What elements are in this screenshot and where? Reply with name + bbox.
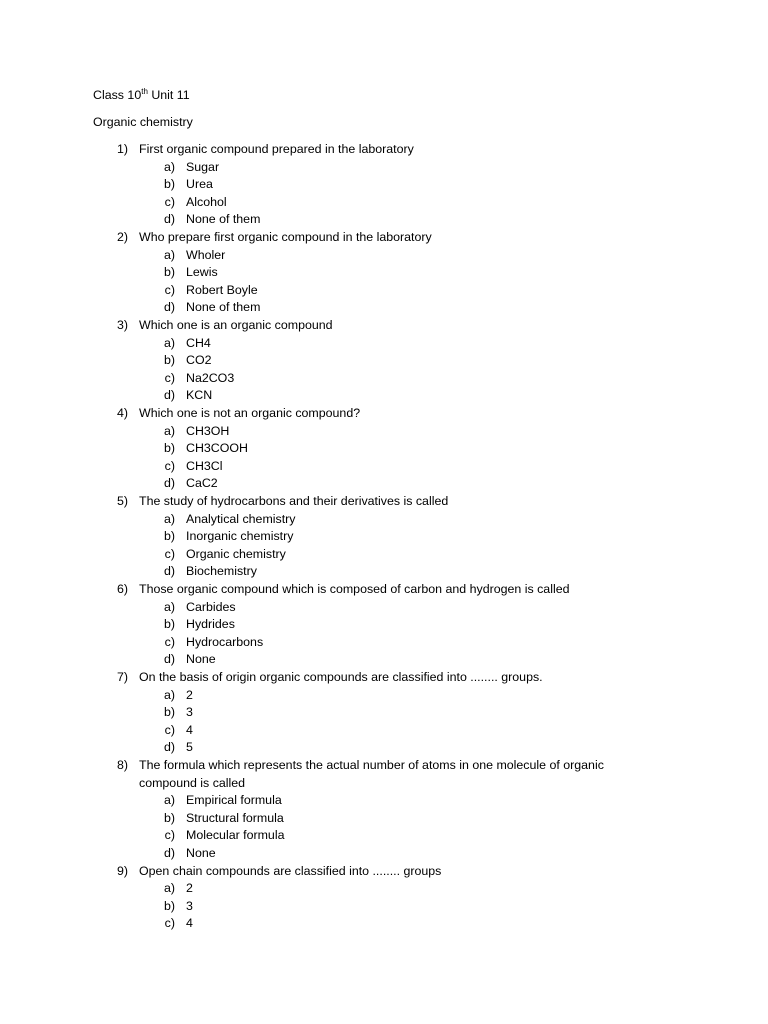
option-item: [0, 247, 768, 264]
option-letter: b): [163, 353, 175, 368]
option-item: [0, 264, 768, 281]
option-text: Inorganic chemistry: [186, 529, 294, 544]
option-text: Sugar: [186, 159, 220, 174]
option-item: [0, 370, 768, 387]
option-letter: a): [163, 335, 175, 350]
question-number: 4): [116, 406, 128, 420]
option-item: [0, 159, 768, 176]
option-text: 5: [186, 740, 193, 755]
question-number: 9): [116, 863, 128, 878]
option-letter: b): [163, 617, 175, 632]
option-item: [0, 299, 768, 316]
class-label: Class 10: [93, 88, 142, 102]
option-text: CH3COOH: [186, 441, 248, 456]
option-text: None of them: [186, 212, 261, 227]
option-text: CH3Cl: [186, 458, 223, 473]
option-letter: a): [163, 881, 175, 896]
option-letter: c): [164, 370, 175, 385]
question-text: Those organic compound which is composed of carbon and hydrogen is called: [139, 582, 570, 596]
option-letter: a): [163, 599, 175, 614]
option-letter: c): [164, 828, 175, 843]
option-letter: b): [163, 177, 175, 192]
option-text: Hydrides: [186, 617, 235, 632]
unit-label: Unit 11: [147, 88, 190, 102]
question-9: [0, 863, 768, 880]
option-text: 2: [186, 881, 193, 896]
option-text: None: [186, 652, 216, 667]
question-8-continuation: [0, 775, 768, 792]
option-text: Organic chemistry: [186, 546, 286, 561]
option-text: Urea: [186, 177, 213, 192]
option-item: [0, 634, 768, 651]
option-letter: b): [163, 529, 175, 544]
option-text: CH3OH: [186, 423, 230, 438]
question-1: [0, 141, 768, 158]
class-label-superscript: th: [141, 87, 148, 96]
option-letter: d): [163, 652, 175, 667]
option-item: [0, 704, 768, 721]
option-letter: d): [163, 564, 175, 579]
option-item: [0, 458, 768, 475]
option-letter: c): [164, 634, 175, 649]
option-text: Carbides: [186, 599, 236, 614]
option-item: [0, 176, 768, 193]
question-number: 8): [116, 758, 128, 772]
option-letter: a): [163, 159, 175, 174]
option-text: CaC2: [186, 476, 218, 491]
question-number: 2): [116, 230, 128, 244]
option-letter: c): [164, 282, 175, 297]
question-5: [0, 493, 768, 510]
option-letter: d): [163, 846, 175, 860]
option-item: [0, 563, 768, 580]
option-item: [0, 687, 768, 704]
option-text: 4: [186, 916, 193, 931]
option-letter: c): [164, 194, 175, 209]
option-letter: b): [163, 441, 175, 456]
option-text: CH4: [186, 335, 211, 350]
option-item: [0, 651, 768, 668]
option-letter: a): [163, 793, 175, 808]
question-number: 7): [116, 670, 128, 684]
option-text: 4: [186, 722, 193, 737]
option-item: [0, 194, 768, 211]
option-text: Structural formula: [186, 810, 284, 825]
option-text: KCN: [186, 388, 213, 403]
option-text: 3: [186, 898, 193, 913]
option-letter: c): [164, 546, 175, 561]
option-text: Empirical formula: [186, 793, 282, 808]
option-letter: b): [163, 810, 175, 825]
option-letter: c): [164, 916, 175, 931]
option-letter: b): [163, 705, 175, 720]
option-text: None of them: [186, 300, 261, 315]
option-item: [0, 880, 768, 897]
option-letter: c): [164, 458, 175, 473]
question-text: First organic compound prepared in the laboratory: [139, 142, 414, 156]
option-text: Analytical chemistry: [186, 511, 296, 526]
option-text: 3: [186, 705, 193, 720]
option-letter: d): [163, 388, 175, 403]
question-number: 5): [116, 494, 128, 508]
question-3: [0, 317, 768, 334]
question-6: [0, 581, 768, 598]
question-4: [0, 405, 768, 422]
option-letter: d): [163, 300, 175, 315]
option-text: Wholer: [186, 247, 226, 262]
option-item: [0, 475, 768, 492]
option-letter: d): [163, 212, 175, 227]
class-unit-heading: [93, 87, 190, 104]
option-letter: a): [163, 423, 175, 438]
option-letter: b): [163, 265, 175, 280]
option-item: [0, 387, 768, 404]
option-item: [0, 915, 768, 932]
question-7: [0, 669, 768, 686]
option-letter: a): [163, 511, 175, 526]
option-item: [0, 282, 768, 299]
option-text: Biochemistry: [186, 564, 257, 579]
option-item: [0, 352, 768, 369]
option-item: [0, 599, 768, 616]
question-number: 3): [116, 318, 128, 332]
option-letter: a): [163, 247, 175, 262]
question-text: Open chain compounds are classified into ........ groups: [139, 863, 442, 878]
question-text: The formula which represents the actual number of atoms in one molecule of organic: [139, 758, 604, 772]
question-text: The study of hydrocarbons and their derivatives is called: [139, 494, 449, 508]
option-text: Molecular formula: [186, 828, 285, 843]
option-letter: c): [164, 722, 175, 737]
option-item: [0, 810, 768, 827]
option-item: [0, 898, 768, 915]
question-text: Which one is an organic compound: [139, 318, 333, 332]
option-letter: b): [163, 898, 175, 913]
option-letter: d): [163, 476, 175, 491]
question-text: Which one is not an organic compound?: [139, 406, 361, 420]
subject-heading: Organic chemistry: [93, 115, 193, 129]
option-item: [0, 792, 768, 809]
option-item: [0, 616, 768, 633]
option-item: [0, 528, 768, 545]
option-item: [0, 827, 768, 844]
option-text: None: [186, 846, 216, 860]
option-text: Na2CO3: [186, 370, 235, 385]
option-item: [0, 739, 768, 756]
option-text: Hydrocarbons: [186, 634, 264, 649]
option-item: [0, 211, 768, 228]
question-8: [0, 757, 768, 774]
option-item: [0, 845, 768, 862]
question-text-continuation: compound is called: [139, 775, 246, 790]
question-2: [0, 229, 768, 246]
question-text: Who prepare first organic compound in the laboratory: [139, 230, 432, 244]
option-text: CO2: [186, 353, 212, 368]
option-item: [0, 546, 768, 563]
question-number: 1): [116, 142, 128, 156]
option-text: Lewis: [186, 265, 218, 280]
option-text: 2: [186, 687, 193, 702]
option-letter: d): [163, 740, 175, 755]
option-item: [0, 423, 768, 440]
option-item: [0, 511, 768, 528]
question-number: 6): [116, 582, 128, 596]
question-text: On the basis of origin organic compounds are classified into ........ groups.: [139, 670, 543, 684]
option-text: Alcohol: [186, 194, 227, 209]
option-item: [0, 440, 768, 457]
option-text: Robert Boyle: [186, 282, 258, 297]
option-letter: a): [163, 687, 175, 702]
option-item: [0, 335, 768, 352]
option-item: [0, 722, 768, 739]
